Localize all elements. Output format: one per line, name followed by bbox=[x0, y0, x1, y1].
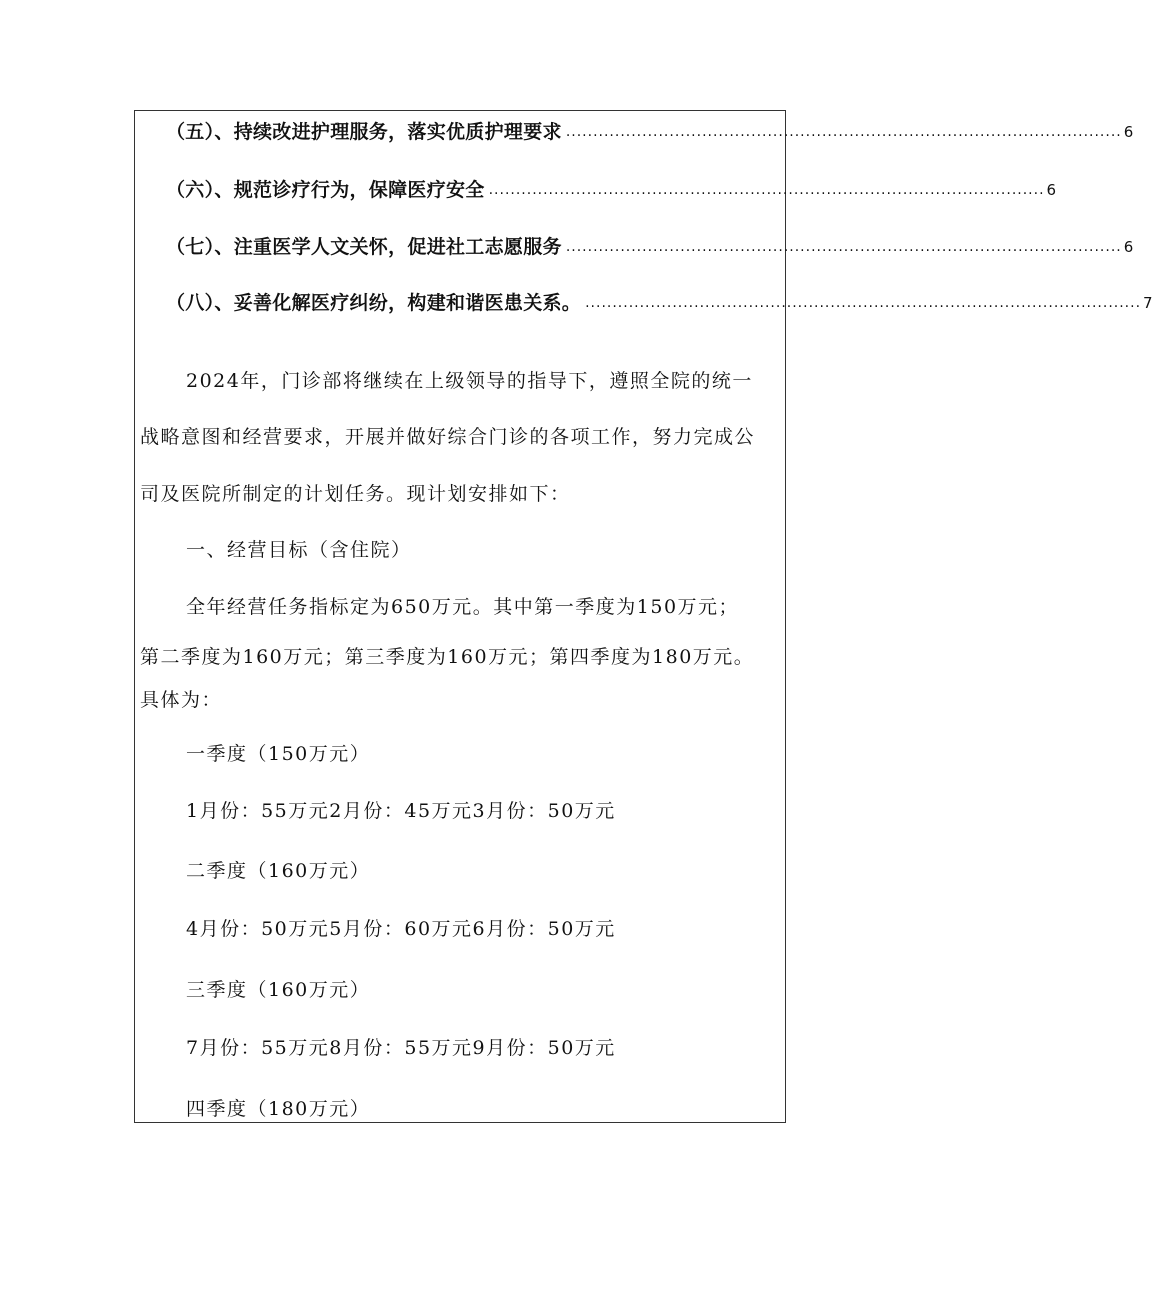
toc-page-number: 6 bbox=[1123, 123, 1134, 141]
toc-entry-title: （八）、妥善化解医疗纠纷，构建和谐医患关系。 bbox=[166, 292, 582, 314]
target-paragraph-line-3: 具体为： bbox=[140, 689, 223, 711]
target-paragraph-line-1: 全年经营任务指标定为650万元。其中第一季度为150万元； bbox=[186, 596, 740, 618]
target-paragraph-line-2: 第二季度为160万元；第三季度为160万元；第四季度为180万元。 bbox=[140, 646, 755, 668]
intro-paragraph-line-2: 战略意图和经营要求，开展并做好综合门诊的各项工作，努力完成公 bbox=[140, 426, 756, 448]
toc-leader-dots: ...................................................................................................... bbox=[585, 295, 1142, 311]
section-heading: 一、经营目标（含住院） bbox=[186, 539, 412, 561]
toc-page-number: 6 bbox=[1123, 238, 1134, 256]
intro-paragraph-line-3: 司及医院所制定的计划任务。现计划安排如下： bbox=[140, 483, 571, 505]
toc-entry-5[interactable] bbox=[166, 114, 1134, 144]
toc-entry-8[interactable] bbox=[166, 285, 1153, 315]
intro-paragraph-line-1: 2024年，门诊部将继续在上级领导的指导下，遵照全院的统一 bbox=[186, 370, 753, 392]
toc-entry-title: （六）、规范诊疗行为，保障医疗安全 bbox=[166, 179, 485, 201]
toc-entry-title: （七）、注重医学人文关怀，促进社工志愿服务 bbox=[166, 236, 562, 258]
q1-heading: 一季度（150万元） bbox=[186, 743, 371, 765]
toc-leader-dots: ...................................................................................................... bbox=[565, 239, 1122, 255]
toc-entry-6[interactable] bbox=[166, 172, 1057, 202]
toc-page-number: 7 bbox=[1143, 294, 1153, 312]
toc-leader-dots: ...................................................................................................... bbox=[565, 124, 1122, 140]
toc-page-number: 6 bbox=[1046, 181, 1057, 199]
q3-heading: 三季度（160万元） bbox=[186, 979, 371, 1001]
toc-leader-dots: ...................................................................................................... bbox=[488, 182, 1045, 198]
q3-months: 7月份：55万元8月份：55万元9月份：50万元 bbox=[186, 1037, 616, 1059]
toc-entry-7[interactable] bbox=[166, 229, 1134, 259]
q2-months: 4月份：50万元5月份：60万元6月份：50万元 bbox=[186, 918, 616, 940]
q4-heading: 四季度（180万元） bbox=[186, 1098, 371, 1120]
q1-months: 1月份：55万元2月份：45万元3月份：50万元 bbox=[186, 800, 616, 822]
toc-entry-title: （五）、持续改进护理服务，落实优质护理要求 bbox=[166, 121, 562, 143]
q2-heading: 二季度（160万元） bbox=[186, 860, 371, 882]
